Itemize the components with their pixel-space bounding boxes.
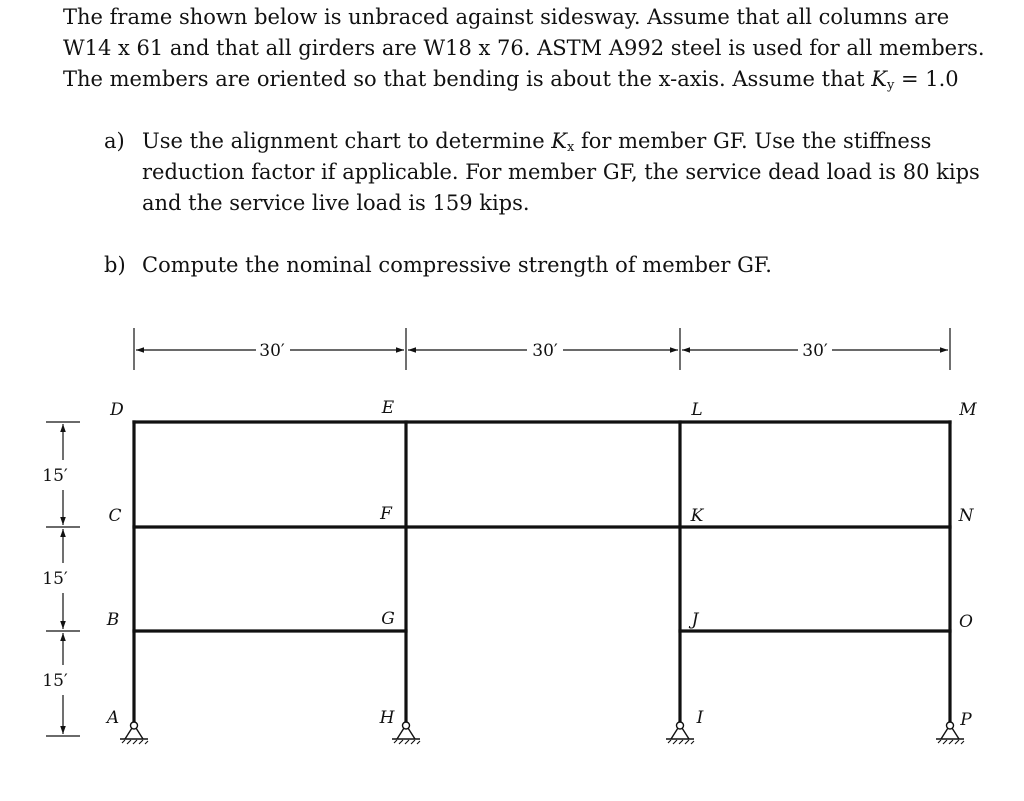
support-H <box>392 722 420 744</box>
part-a-line-1-pre: Use the alignment chart to determine <box>142 129 552 153</box>
joint-label-J: J <box>691 610 699 630</box>
joint-label-K: K <box>690 506 704 526</box>
part-a-marker: a) <box>104 129 125 153</box>
kx-subscript: x <box>567 140 575 155</box>
joint-label-I: I <box>696 708 704 728</box>
part-a-line-2: reduction factor if applicable. For member GF, the service dead load is 80 kips <box>142 160 980 184</box>
joint-label-P: P <box>960 710 972 730</box>
part-b-marker: b) <box>104 253 126 277</box>
joint-label-F: F <box>380 504 392 524</box>
part-a-line-1-post: for member GF. Use the stiffness <box>574 129 932 153</box>
bay-1-dim-label: 30′ <box>259 341 285 361</box>
intro-line-3-text: The members are oriented so that bending is about the x-axis. Assume that <box>63 67 872 91</box>
joint-label-A: A <box>106 708 120 728</box>
bay-3-dim-label: 30′ <box>802 341 828 361</box>
support-I <box>666 722 694 744</box>
joint-label-O: O <box>959 612 973 632</box>
joint-label-H: H <box>379 708 395 728</box>
joint-label-C: C <box>108 506 122 526</box>
joint-label-E: E <box>381 398 395 418</box>
joint-label-M: M <box>959 400 977 420</box>
intro-line-2: W14 x 61 and that all girders are W18 x 76. ASTM A992 steel is used for all members. <box>63 36 985 60</box>
pin-supports <box>120 722 964 744</box>
part-b-line-1: Compute the nominal compressive strength of member GF. <box>142 253 772 277</box>
kx-symbol: K <box>551 129 567 153</box>
part-a-line-3: and the service live load is 159 kips. <box>142 191 530 215</box>
ky-value: = 1.0 <box>894 67 959 91</box>
story-2-dim-label: 15′ <box>42 569 68 589</box>
joint-label-L: L <box>691 400 703 420</box>
intro-line-1: The frame shown below is unbraced against sidesway. Assume that all columns are <box>63 5 950 29</box>
joint-label-N: N <box>958 506 974 526</box>
support-A <box>120 722 148 744</box>
story-3-dim-label: 15′ <box>42 466 68 486</box>
bay-2-dim-label: 30′ <box>532 341 558 361</box>
story-1-dim-label: 15′ <box>42 671 68 691</box>
frame-members <box>134 422 950 722</box>
joint-label-B: B <box>106 610 120 630</box>
joint-label-D: D <box>110 400 124 420</box>
ky-subscript: y <box>886 78 895 93</box>
joint-label-G: G <box>381 609 395 629</box>
ky-symbol: K <box>871 67 887 91</box>
